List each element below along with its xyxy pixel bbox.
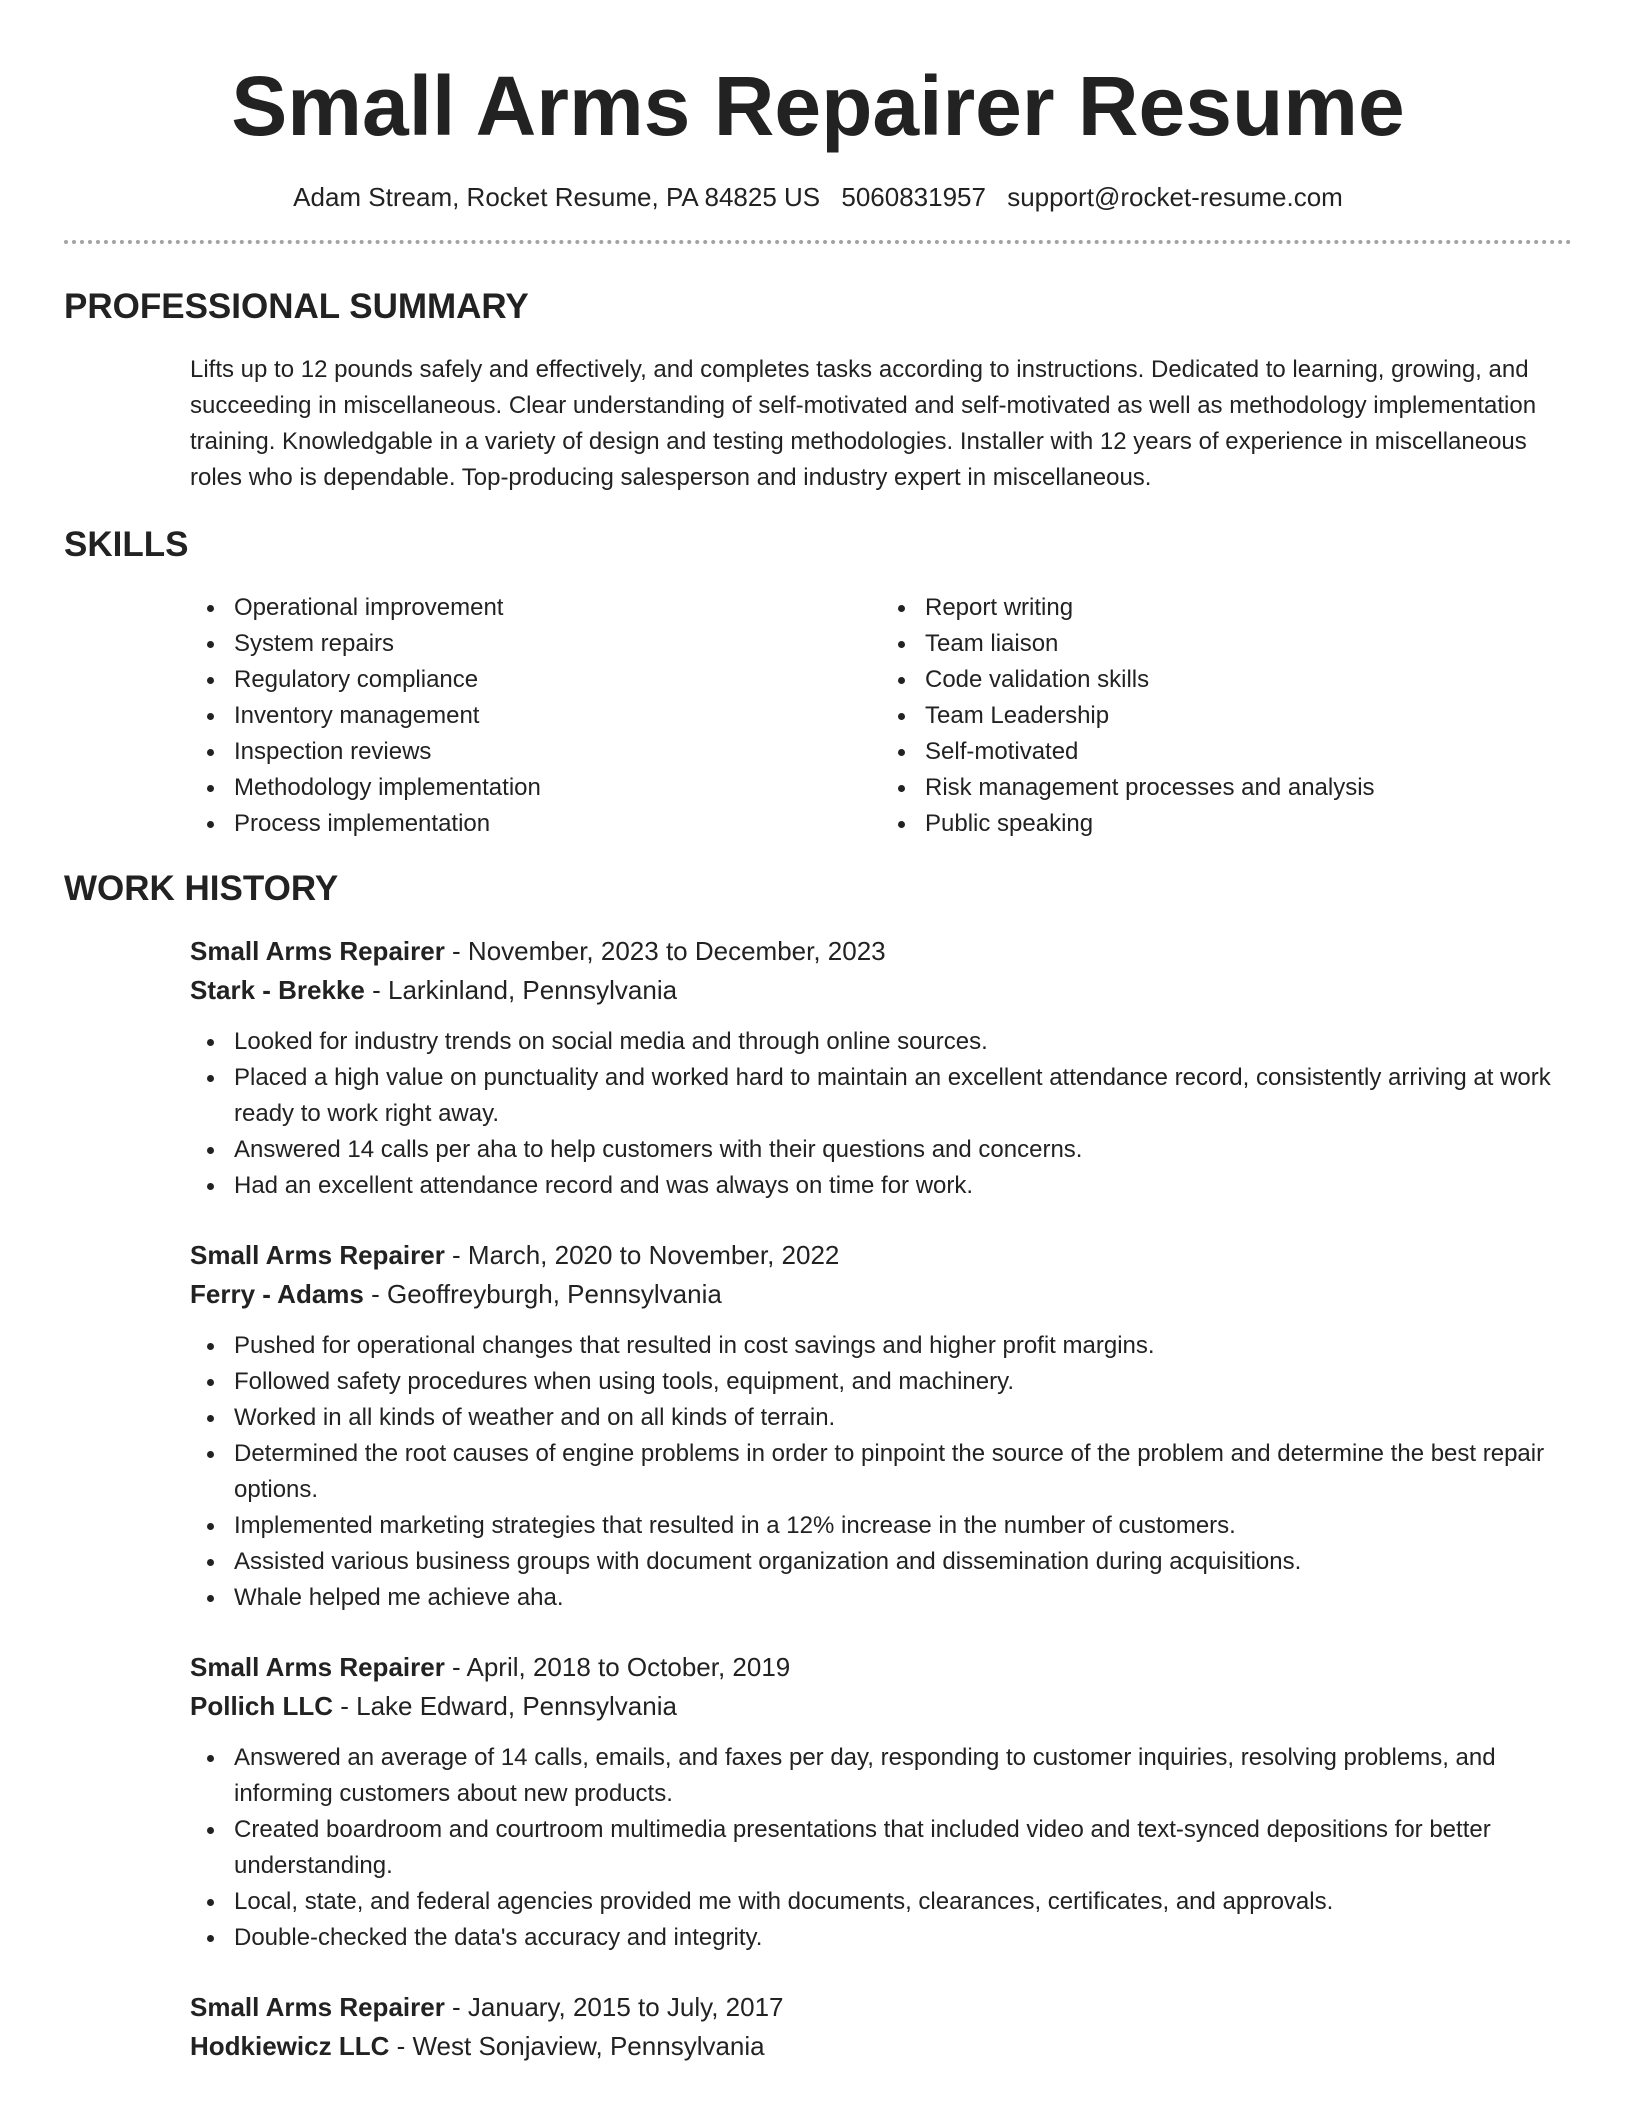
skills-column-right — [881, 590, 1572, 842]
job-bullet: Pushed for operational changes that resulted in cost savings and higher profit margins. — [234, 1328, 1572, 1364]
skill-item: Code validation skills — [925, 662, 1572, 698]
job-title-line — [190, 1988, 1572, 2027]
contact-address: Adam Stream, Rocket Resume, PA 84825 US — [293, 182, 821, 212]
resume-page — [64, 0, 1572, 2066]
job-bullet: Followed safety procedures when using tools, equipment, and machinery. — [234, 1364, 1572, 1400]
contact-email: support@rocket-resume.com — [1007, 182, 1343, 212]
skill-item: System repairs — [234, 626, 881, 662]
job-dates: - January, 2015 to July, 2017 — [444, 1992, 784, 2022]
job-entry — [190, 932, 1572, 1204]
job-bullet: Answered an average of 14 calls, emails, and faxes per day, responding to customer inquiries, resolving problems, and informing customers about new products. — [234, 1740, 1572, 1812]
job-bullets — [190, 1024, 1572, 1204]
summary-text: Lifts up to 12 pounds safely and effectively, and completes tasks according to instructions. Dedicated to learning, growing, and succeeding in miscellaneous. Clear understanding of self-motivated and self-motivated as well as methodology implementation training. Knowledgable in a variety of design and testing methodologies. Installer with 12 years of experience in miscellaneous roles who is dependable. Top-producing salesperson and industry expert in miscellaneous. — [190, 356, 1537, 491]
job-title-line — [190, 1236, 1572, 1275]
job-bullets — [190, 1328, 1572, 1616]
job-title: Small Arms Repairer — [190, 936, 445, 966]
job-title-line — [190, 1648, 1572, 1687]
skill-item: Team Leadership — [925, 698, 1572, 734]
job-title-line — [190, 932, 1572, 971]
resume-title: Small Arms Repairer Resume — [231, 59, 1405, 153]
skill-item: Regulatory compliance — [234, 662, 881, 698]
job-location: - Lake Edward, Pennsylvania — [333, 1691, 677, 1721]
job-company-line — [190, 1275, 1572, 1314]
job-entry — [190, 1236, 1572, 1616]
skill-item: Inventory management — [234, 698, 881, 734]
job-entry — [190, 1648, 1572, 1956]
skill-item: Public speaking — [925, 806, 1572, 842]
job-bullet: Local, state, and federal agencies provided me with documents, clearances, certificates, and approvals. — [234, 1884, 1572, 1920]
job-bullet: Worked in all kinds of weather and on all kinds of terrain. — [234, 1400, 1572, 1436]
summary-section — [64, 286, 1572, 496]
job-location: - West Sonjaview, Pennsylvania — [389, 2031, 765, 2061]
header-divider — [64, 240, 1572, 244]
job-bullet: Implemented marketing strategies that resulted in a 12% increase in the number of customers. — [234, 1508, 1572, 1544]
job-dates: - November, 2023 to December, 2023 — [444, 936, 886, 966]
skill-item: Process implementation — [234, 806, 881, 842]
job-company-line — [190, 1687, 1572, 1726]
job-bullet: Created boardroom and courtroom multimedia presentations that included video and text-synced depositions for better understanding. — [234, 1812, 1572, 1884]
job-title: Small Arms Repairer — [190, 1652, 445, 1682]
contact-line — [64, 180, 1572, 214]
skill-item: Team liaison — [925, 626, 1572, 662]
job-company: Hodkiewicz LLC — [190, 2031, 390, 2061]
job-bullet: Had an excellent attendance record and was always on time for work. — [234, 1168, 1572, 1204]
job-location: - Larkinland, Pennsylvania — [364, 975, 678, 1005]
skill-item: Report writing — [925, 590, 1572, 626]
job-title: Small Arms Repairer — [190, 1240, 445, 1270]
skills-section — [64, 524, 1572, 842]
job-bullet: Double-checked the data's accuracy and integrity. — [234, 1920, 1572, 1956]
skill-item: Self-motivated — [925, 734, 1572, 770]
skills-heading: SKILLS — [64, 525, 189, 564]
skills-list — [190, 590, 1572, 842]
job-bullet: Looked for industry trends on social media and through online sources. — [234, 1024, 1572, 1060]
job-bullet: Whale helped me achieve aha. — [234, 1580, 1572, 1616]
job-bullets — [190, 1740, 1572, 1956]
job-bullet: Assisted various business groups with document organization and dissemination during acquisitions. — [234, 1544, 1572, 1580]
job-bullet: Determined the root causes of engine problems in order to pinpoint the source of the problem and determine the best repair options. — [234, 1436, 1572, 1508]
skill-item: Risk management processes and analysis — [925, 770, 1572, 806]
skill-item: Methodology implementation — [234, 770, 881, 806]
work-history-section — [64, 868, 1572, 2066]
job-dates: - April, 2018 to October, 2019 — [444, 1652, 791, 1682]
skill-item: Inspection reviews — [234, 734, 881, 770]
job-bullet: Placed a high value on punctuality and worked hard to maintain an excellent attendance record, consistently arriving at work ready to work right away. — [234, 1060, 1572, 1132]
skills-column-left — [190, 590, 881, 842]
work-history-heading: WORK HISTORY — [64, 869, 339, 908]
job-title: Small Arms Repairer — [190, 1992, 445, 2022]
job-company: Stark - Brekke — [190, 975, 365, 1005]
job-company: Pollich LLC — [190, 1691, 333, 1721]
contact-phone: 5060831957 — [841, 182, 986, 212]
job-company-line — [190, 2027, 1572, 2066]
job-bullet: Answered 14 calls per aha to help customers with their questions and concerns. — [234, 1132, 1572, 1168]
skill-item: Operational improvement — [234, 590, 881, 626]
job-entry — [190, 1988, 1572, 2066]
job-dates: - March, 2020 to November, 2022 — [444, 1240, 840, 1270]
job-company-line — [190, 971, 1572, 1010]
job-company: Ferry - Adams — [190, 1279, 364, 1309]
job-location: - Geoffreyburgh, Pennsylvania — [363, 1279, 722, 1309]
summary-heading: PROFESSIONAL SUMMARY — [64, 287, 529, 326]
